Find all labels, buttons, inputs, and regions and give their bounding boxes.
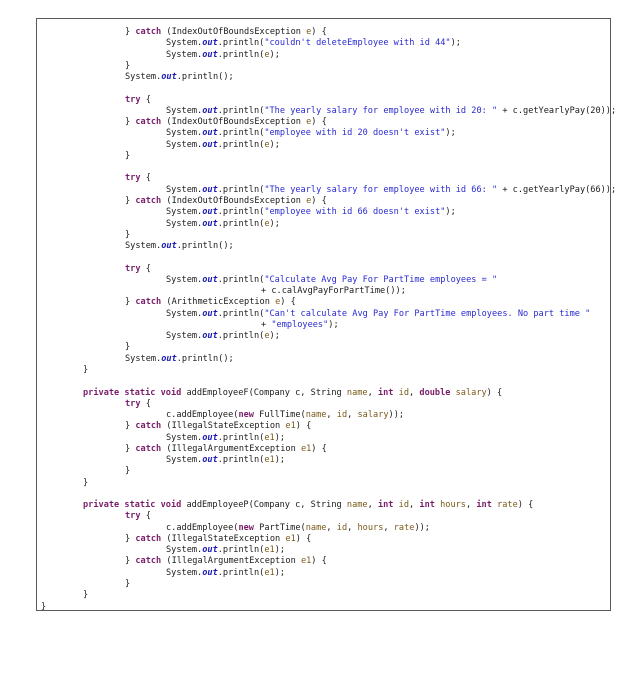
code-token: .println(); xyxy=(176,72,234,83)
code-token: { xyxy=(140,94,151,105)
code-line-content xyxy=(83,478,88,489)
code-token: System. xyxy=(166,218,203,229)
code-line-content xyxy=(125,342,130,353)
code-token: e xyxy=(306,27,312,37)
code-token: out xyxy=(202,545,218,556)
code-line xyxy=(37,511,612,522)
code-token: ) { xyxy=(486,387,503,398)
code-line xyxy=(37,117,612,128)
code-token: .println( xyxy=(217,105,265,116)
code-line-content xyxy=(166,106,616,117)
code-token: )); xyxy=(388,410,405,421)
code-token: .println( xyxy=(217,218,265,229)
code-token: catch xyxy=(135,421,162,432)
code-line-content xyxy=(261,320,339,331)
code-token: ); xyxy=(445,128,456,139)
code-token: } xyxy=(125,466,131,477)
code-token: new xyxy=(238,410,254,421)
code-token: catch xyxy=(135,27,162,37)
code-token: addEmployeeF(Company c, String xyxy=(181,387,347,398)
code-token: , xyxy=(465,500,477,511)
code-token: .println( xyxy=(217,567,265,578)
code-token: name xyxy=(346,387,368,398)
code-token: } xyxy=(125,117,136,128)
code-line-content xyxy=(125,72,234,83)
code-token: ); xyxy=(274,545,286,556)
code-token: } xyxy=(125,150,131,161)
code-token: System. xyxy=(125,353,162,364)
code-token: } xyxy=(125,27,136,37)
code-token: )); xyxy=(414,522,430,533)
code-line xyxy=(37,478,612,489)
code-line xyxy=(37,309,612,320)
code-token: id xyxy=(336,410,348,421)
code-token: } xyxy=(125,533,136,544)
code-token: ) { xyxy=(311,117,327,128)
code-token: new xyxy=(238,522,254,533)
code-line-content xyxy=(166,523,430,534)
code-token: ) { xyxy=(311,556,327,567)
code-token: (IndexOutOfBoundsException xyxy=(161,195,307,206)
code-token: { xyxy=(140,511,151,522)
code-token: id xyxy=(336,522,348,533)
code-token: ); xyxy=(445,207,456,218)
code-token: out xyxy=(202,139,218,150)
code-line-content xyxy=(166,128,456,139)
code-token: (IndexOutOfBoundsException xyxy=(161,27,307,37)
code-line xyxy=(37,388,612,399)
code-line-content xyxy=(125,117,327,128)
code-token: out xyxy=(161,72,177,83)
code-token: try xyxy=(125,511,141,522)
code-token: catch xyxy=(135,195,162,206)
code-token: (IllegalArgumentException xyxy=(161,443,301,454)
code-line-content xyxy=(166,185,616,196)
code-line xyxy=(37,466,612,477)
code-line-content xyxy=(125,399,151,410)
code-line xyxy=(37,162,612,173)
code-token: catch xyxy=(135,533,162,544)
code-token: , xyxy=(347,522,358,533)
code-line xyxy=(37,286,612,297)
code-token: e xyxy=(306,195,312,206)
code-token: "The yearly salary for employee with id 66: " xyxy=(264,184,498,195)
code-token: System. xyxy=(166,139,203,150)
code-line xyxy=(37,376,612,387)
code-token: } xyxy=(41,601,47,612)
code-token: } xyxy=(125,297,136,308)
code-line xyxy=(37,455,612,466)
code-token: ) { xyxy=(517,500,534,511)
code-token: e xyxy=(264,139,270,150)
code-line-content xyxy=(166,433,285,444)
code-token: , xyxy=(347,410,358,421)
code-line xyxy=(37,421,612,432)
code-line-content xyxy=(125,241,234,252)
code-line-content xyxy=(166,275,497,286)
code-token: System. xyxy=(166,545,203,556)
code-line xyxy=(37,151,612,162)
code-token: } xyxy=(83,364,89,375)
code-token: private static void xyxy=(83,500,182,511)
code-line xyxy=(37,219,612,230)
code-token: int xyxy=(419,500,435,511)
code-line-content xyxy=(166,331,280,342)
code-token: e1 xyxy=(300,556,312,567)
code-token: , xyxy=(367,387,378,398)
code-line xyxy=(37,207,612,218)
code-token: try xyxy=(125,94,141,105)
code-line xyxy=(37,72,612,83)
code-token: c.addEmployee( xyxy=(166,522,239,533)
code-token: System. xyxy=(125,72,162,83)
code-token: e xyxy=(275,297,281,308)
code-token: ); xyxy=(269,49,280,60)
code-token: catch xyxy=(135,556,162,567)
code-token: try xyxy=(125,173,141,184)
code-line-content xyxy=(125,297,296,308)
code-token: try xyxy=(125,398,141,409)
code-token: System. xyxy=(166,128,203,139)
code-token: System. xyxy=(166,567,203,578)
code-token: , xyxy=(326,522,337,533)
code-token: "employees" xyxy=(271,319,329,330)
code-line xyxy=(37,568,612,579)
code-line-content xyxy=(125,421,311,432)
code-token: ) { xyxy=(311,443,327,454)
code-token: out xyxy=(202,308,218,319)
code-line-content xyxy=(166,568,285,579)
code-token: .println( xyxy=(217,139,265,150)
code-line-content xyxy=(166,455,285,466)
code-line xyxy=(37,275,612,286)
code-line xyxy=(37,602,612,613)
code-line-content xyxy=(125,264,151,275)
code-line xyxy=(37,365,612,376)
code-line xyxy=(37,590,612,601)
code-token: int xyxy=(377,387,394,398)
code-line-content xyxy=(125,534,311,545)
code-token: rate xyxy=(497,500,518,511)
code-token: out xyxy=(202,432,218,443)
code-token: .println( xyxy=(217,128,265,139)
code-token: e xyxy=(264,218,270,229)
code-token: } xyxy=(125,342,131,353)
code-token: System. xyxy=(166,105,203,116)
code-token: { xyxy=(140,173,151,184)
code-token: + c.getYearlyPay(66)); xyxy=(497,184,617,195)
code-token: catch xyxy=(135,117,162,128)
code-line xyxy=(37,83,612,94)
code-token: e1 xyxy=(264,455,275,466)
code-token: .println( xyxy=(217,184,265,195)
code-line xyxy=(37,399,612,410)
code-token: e xyxy=(306,117,312,128)
code-token: hours xyxy=(357,522,384,533)
code-token: ) { xyxy=(311,195,327,206)
code-token: int xyxy=(476,500,492,511)
code-token: + xyxy=(261,319,272,330)
code-token: out xyxy=(202,105,218,116)
code-token: out xyxy=(202,274,218,285)
code-line xyxy=(37,61,612,72)
code-token: System. xyxy=(166,207,203,218)
code-token: name xyxy=(346,500,368,511)
code-token: ); xyxy=(328,319,339,330)
code-token: out xyxy=(161,353,177,364)
code-token: try xyxy=(125,263,141,274)
code-line-content xyxy=(125,511,151,522)
code-token: PartTime( xyxy=(253,522,306,533)
code-token: e1 xyxy=(264,432,275,443)
code-token: rate xyxy=(393,522,415,533)
code-line-content xyxy=(166,309,590,320)
code-token: catch xyxy=(135,297,162,308)
code-line xyxy=(37,523,612,534)
code-token: System. xyxy=(166,49,203,60)
code-line xyxy=(37,545,612,556)
code-line-content xyxy=(83,500,533,511)
code-line xyxy=(37,184,617,196)
code-token: } xyxy=(125,421,136,432)
code-token: System. xyxy=(166,308,203,319)
code-token: id xyxy=(398,387,410,398)
code-token: ); xyxy=(269,218,280,229)
code-line-content xyxy=(166,50,280,61)
code-line xyxy=(37,38,612,49)
code-token: System. xyxy=(166,274,203,285)
code-line xyxy=(37,410,612,421)
code-line xyxy=(37,264,612,275)
code-line xyxy=(37,128,612,139)
code-token: , xyxy=(383,522,394,533)
code-token: ); xyxy=(274,432,286,443)
code-line-content xyxy=(166,410,404,421)
code-token: e1 xyxy=(285,533,296,544)
code-token: } xyxy=(125,443,136,454)
code-line-content xyxy=(125,61,130,72)
code-line xyxy=(37,27,612,38)
code-token: double xyxy=(419,387,451,398)
code-line xyxy=(37,500,612,511)
code-token: .println( xyxy=(217,274,265,285)
code-token: c.addEmployee( xyxy=(166,410,239,421)
code-token: , xyxy=(409,500,420,511)
code-token: System. xyxy=(166,432,203,443)
code-block xyxy=(37,27,617,613)
code-token: (IllegalStateException xyxy=(161,533,286,544)
code-line xyxy=(37,241,612,252)
code-token: ); xyxy=(450,38,461,49)
code-token: System. xyxy=(125,241,162,252)
code-token: ); xyxy=(269,331,280,342)
code-line-content xyxy=(261,286,406,297)
code-token: ); xyxy=(274,567,286,578)
code-line xyxy=(37,579,612,590)
code-token: e1 xyxy=(264,567,275,578)
code-token: ) { xyxy=(295,421,312,432)
code-token: "The yearly salary for employee with id 20: " xyxy=(264,105,498,116)
code-token: .println( xyxy=(217,331,265,342)
code-token: "Calculate Avg Pay For PartTime employees = " xyxy=(264,274,498,285)
code-token: "couldn't deleteEmployee with id 44" xyxy=(264,38,451,49)
code-token: System. xyxy=(166,455,203,466)
code-token: .println( xyxy=(217,38,265,49)
code-line-content xyxy=(166,219,280,230)
code-token: + c.getYearlyPay(20)); xyxy=(497,105,617,116)
code-line-content xyxy=(125,444,327,455)
code-token: out xyxy=(202,218,218,229)
code-token: salary xyxy=(357,410,389,421)
code-token: .println(); xyxy=(176,241,234,252)
code-line-content xyxy=(125,151,130,162)
code-line xyxy=(37,556,612,567)
code-token: .println(); xyxy=(176,353,234,364)
code-token: hours xyxy=(440,500,466,511)
code-token: out xyxy=(202,455,218,466)
code-token: id xyxy=(398,500,410,511)
code-token: .println( xyxy=(217,49,265,60)
code-token: ) { xyxy=(295,533,312,544)
code-token: .println( xyxy=(217,432,265,443)
code-token: int xyxy=(377,500,394,511)
code-token: , xyxy=(326,410,337,421)
code-token: } xyxy=(125,556,136,567)
code-line-content xyxy=(125,556,327,567)
code-line-content xyxy=(83,590,88,601)
code-token: } xyxy=(83,590,89,601)
code-token: .println( xyxy=(217,207,265,218)
code-line-content xyxy=(83,365,88,376)
code-line-content xyxy=(125,196,327,207)
code-token: .println( xyxy=(217,545,265,556)
code-token: .println( xyxy=(217,455,265,466)
code-line xyxy=(37,331,612,342)
code-line xyxy=(37,534,612,545)
code-line-content xyxy=(83,388,502,399)
code-token: name xyxy=(305,410,327,421)
code-token: } xyxy=(83,477,89,488)
code-token: e xyxy=(264,49,270,60)
code-token: + c.calAvgPayForPartTime()); xyxy=(261,286,406,297)
code-token: .println( xyxy=(217,308,265,319)
code-token: (IllegalArgumentException xyxy=(161,556,301,567)
code-line-content xyxy=(125,466,130,477)
code-token: out xyxy=(202,331,218,342)
code-line-content xyxy=(125,27,327,38)
code-token: System. xyxy=(166,184,203,195)
code-line xyxy=(37,95,612,106)
code-token: , xyxy=(409,387,420,398)
code-token: "employee with id 20 doesn't exist" xyxy=(264,128,446,139)
code-token: { xyxy=(140,263,151,274)
code-token: ) { xyxy=(311,27,327,37)
code-token: { xyxy=(140,398,151,409)
code-token: e1 xyxy=(264,545,275,556)
code-line xyxy=(37,444,612,455)
code-token: private static void xyxy=(83,387,182,398)
code-token: ); xyxy=(274,455,286,466)
code-line-content xyxy=(125,230,130,241)
code-token: out xyxy=(202,184,218,195)
code-screenshot-frame xyxy=(36,18,617,612)
code-line xyxy=(37,252,612,263)
code-line xyxy=(37,105,617,117)
code-line-content xyxy=(125,95,151,106)
code-token: "Can't calculate Avg Pay For PartTime employees. No part time " xyxy=(264,308,591,319)
code-token: salary xyxy=(455,387,487,398)
code-line xyxy=(37,140,612,151)
code-token: (IndexOutOfBoundsException xyxy=(161,117,307,128)
code-token: } xyxy=(125,579,131,590)
code-token: out xyxy=(202,567,218,578)
code-token: } xyxy=(125,60,131,71)
code-token: out xyxy=(202,38,218,49)
code-line-content xyxy=(166,38,461,49)
code-line-content xyxy=(166,140,280,151)
code-token: out xyxy=(161,241,177,252)
code-token: "employee with id 66 doesn't exist" xyxy=(264,207,446,218)
code-token: out xyxy=(202,128,218,139)
code-line xyxy=(37,297,612,308)
code-line-content xyxy=(166,545,285,556)
code-token: ); xyxy=(269,139,280,150)
code-token: System. xyxy=(166,331,203,342)
code-line xyxy=(37,196,612,207)
code-line xyxy=(37,354,612,365)
code-token: name xyxy=(305,522,327,533)
code-token: e1 xyxy=(300,443,312,454)
code-token: out xyxy=(202,207,218,218)
code-token: catch xyxy=(135,443,162,454)
code-line xyxy=(37,173,612,184)
code-line xyxy=(37,433,612,444)
code-token: FullTime( xyxy=(253,410,306,421)
code-line-content xyxy=(41,602,46,613)
code-token: (IllegalStateException xyxy=(161,421,286,432)
code-token: addEmployeeP(Company c, String xyxy=(181,500,347,511)
code-line-content xyxy=(125,579,130,590)
code-line xyxy=(37,342,612,353)
code-token: } xyxy=(125,229,131,240)
code-line-content xyxy=(125,354,234,365)
code-token: System. xyxy=(166,38,203,49)
code-token: e xyxy=(264,331,270,342)
code-line-content xyxy=(166,207,456,218)
code-token: (ArithmeticException xyxy=(161,297,276,308)
code-token: out xyxy=(202,49,218,60)
code-line xyxy=(37,50,612,61)
code-token: ) { xyxy=(280,297,296,308)
code-line xyxy=(37,320,612,331)
code-line-content xyxy=(125,173,151,184)
code-line xyxy=(37,230,612,241)
code-token: , xyxy=(367,500,378,511)
code-token: } xyxy=(125,195,136,206)
code-token: e1 xyxy=(285,421,296,432)
code-line xyxy=(37,489,612,500)
